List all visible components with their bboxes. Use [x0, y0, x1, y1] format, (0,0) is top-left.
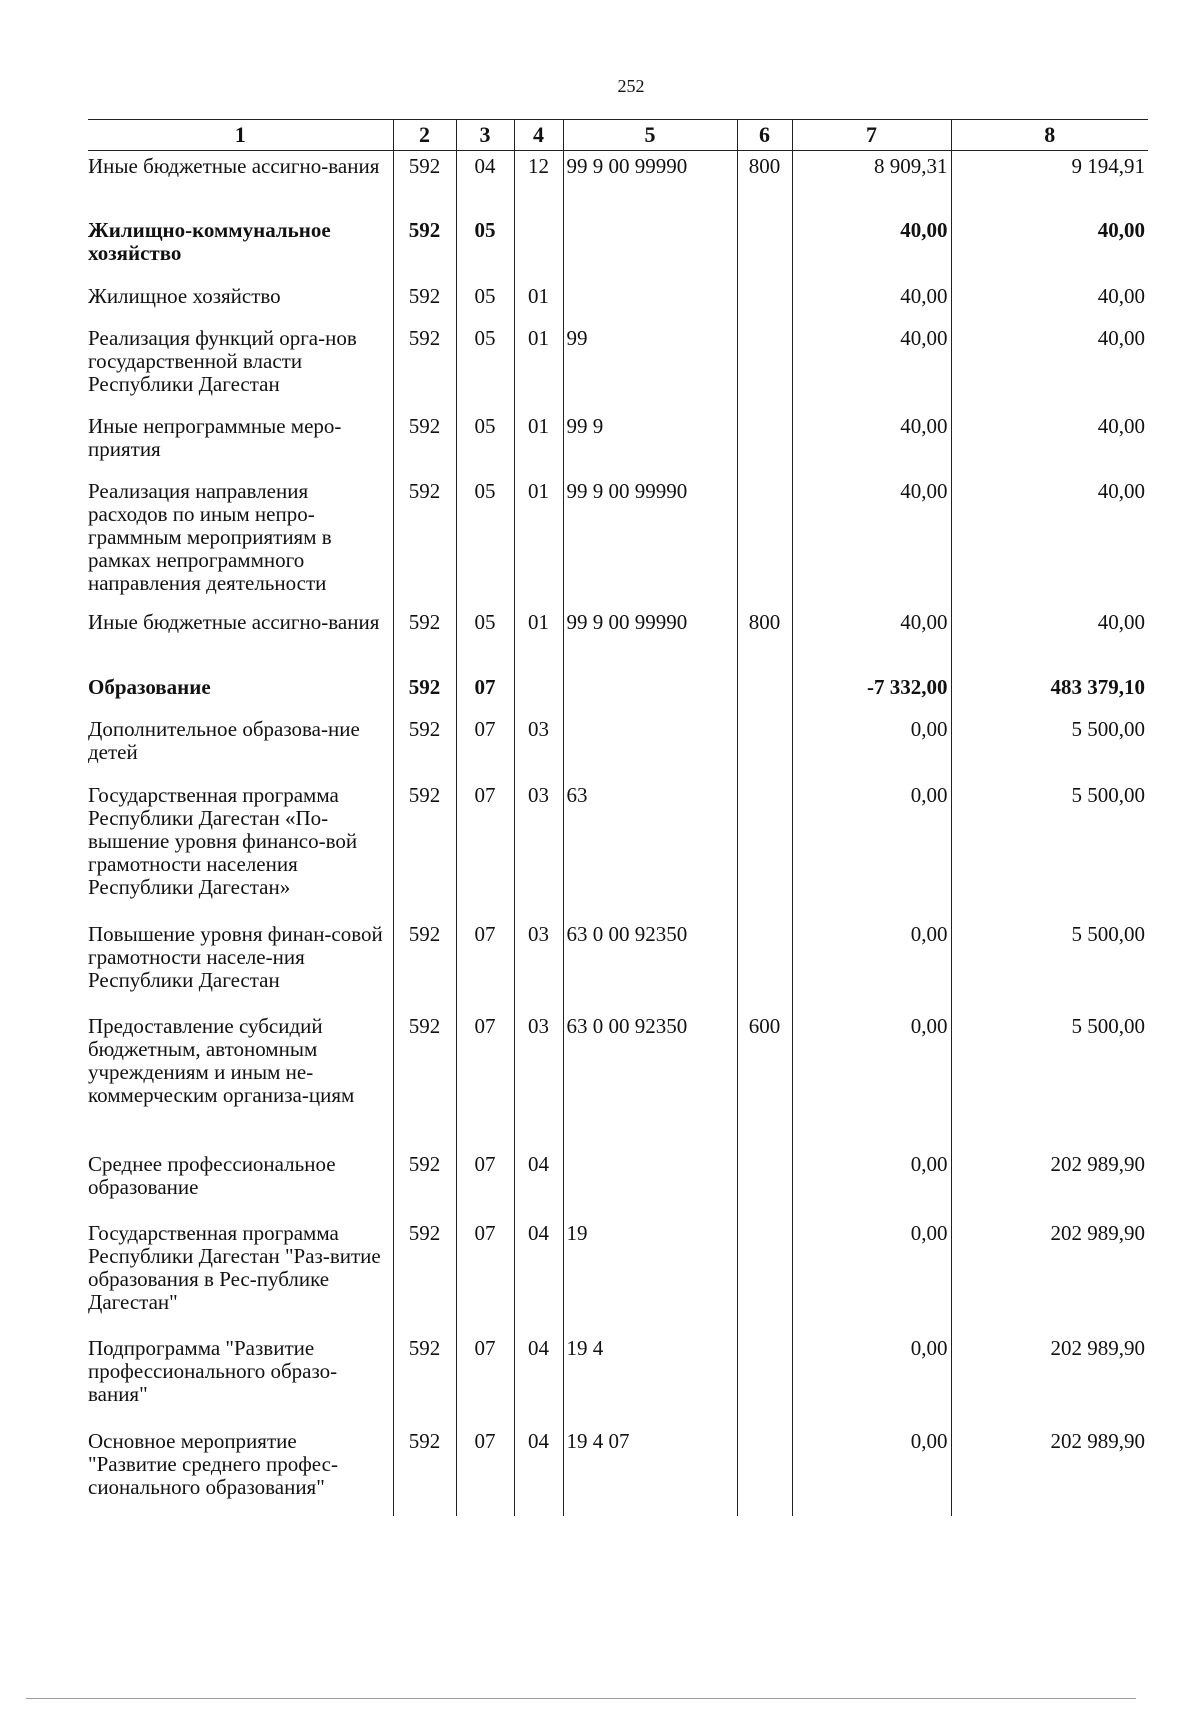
cell-ministry-code: 592 — [393, 1011, 456, 1149]
cell-amount-col8: 202 989,90 — [951, 1333, 1148, 1426]
cell-section-code: 07 — [456, 780, 514, 919]
cell-section-code: 07 — [456, 1218, 514, 1333]
cell-subsection-code: 01 — [514, 607, 563, 672]
row-name — [88, 151, 393, 216]
cell-amount-col7: 40,00 — [792, 607, 951, 672]
cell-target-article — [563, 714, 737, 780]
cell-target-article: 19 4 07 — [563, 1426, 737, 1516]
table-row — [88, 780, 1148, 919]
cell-expense-type — [737, 919, 792, 1011]
table-row — [88, 476, 1148, 607]
cell-amount-col7: 8 909,31 — [792, 151, 951, 216]
column-header: 3 — [456, 120, 514, 151]
table-row — [88, 281, 1148, 323]
cell-subsection-code: 01 — [514, 281, 563, 323]
cell-target-article: 99 9 00 99990 — [563, 151, 737, 216]
cell-amount-col7: 0,00 — [792, 1011, 951, 1149]
budget-table-container — [88, 119, 1148, 1516]
cell-expense-type: 600 — [737, 1011, 792, 1149]
row-name — [88, 1149, 393, 1218]
row-name-text: Жилищно-коммунальное хозяйство — [88, 218, 331, 265]
row-name-text: Иные непрограммные меро-приятия — [88, 414, 342, 461]
row-name — [88, 607, 393, 672]
row-name — [88, 1011, 393, 1149]
cell-amount-col8: 202 989,90 — [951, 1149, 1148, 1218]
cell-section-code: 05 — [456, 476, 514, 607]
budget-table — [88, 119, 1148, 1516]
table-row — [88, 215, 1148, 281]
cell-amount-col7: 0,00 — [792, 1218, 951, 1333]
cell-subsection-code: 03 — [514, 1011, 563, 1149]
row-name-text: Иные бюджетные ассигно-вания — [88, 610, 380, 634]
cell-section-code: 05 — [456, 411, 514, 476]
cell-expense-type — [737, 1426, 792, 1516]
row-name-text: Реализация направления расходов по иным непро-граммным мероприятиям в рамках непрограммного направления деятельности — [88, 479, 332, 595]
cell-expense-type: 800 — [737, 607, 792, 672]
row-name-text: Реализация функций орга-нов государственной власти Республики Дагестан — [88, 326, 357, 396]
column-header: 1 — [88, 120, 393, 151]
cell-expense-type — [737, 672, 792, 714]
table-row — [88, 1218, 1148, 1333]
cell-amount-col8: 40,00 — [951, 323, 1148, 411]
cell-section-code: 05 — [456, 323, 514, 411]
column-header: 2 — [393, 120, 456, 151]
row-name — [88, 1426, 393, 1516]
cell-amount-col8: 5 500,00 — [951, 780, 1148, 919]
cell-target-article — [563, 281, 737, 323]
cell-target-article: 99 — [563, 323, 737, 411]
cell-amount-col7: 40,00 — [792, 281, 951, 323]
cell-amount-col8: 40,00 — [951, 607, 1148, 672]
cell-ministry-code: 592 — [393, 1333, 456, 1426]
cell-expense-type — [737, 714, 792, 780]
cell-target-article: 99 9 00 99990 — [563, 607, 737, 672]
table-body — [88, 151, 1148, 1517]
cell-ministry-code: 592 — [393, 607, 456, 672]
cell-section-code: 07 — [456, 1149, 514, 1218]
cell-expense-type — [737, 476, 792, 607]
cell-target-article: 19 4 — [563, 1333, 737, 1426]
cell-amount-col7: 40,00 — [792, 411, 951, 476]
cell-amount-col8: 5 500,00 — [951, 1011, 1148, 1149]
cell-expense-type — [737, 1333, 792, 1426]
cell-section-code: 05 — [456, 215, 514, 281]
cell-amount-col8: 483 379,10 — [951, 672, 1148, 714]
cell-target-article — [563, 672, 737, 714]
cell-ministry-code: 592 — [393, 1426, 456, 1516]
cell-amount-col7: 40,00 — [792, 215, 951, 281]
cell-section-code: 04 — [456, 151, 514, 216]
row-name-text: Государственная программа Республики Дагестан «По-вышение уровня финансо-вой грамотности населения Республики Дагестан» — [88, 783, 358, 899]
page-number: 252 — [617, 76, 645, 96]
cell-target-article: 63 0 00 92350 — [563, 919, 737, 1011]
cell-section-code: 07 — [456, 672, 514, 714]
cell-target-article — [563, 215, 737, 281]
row-name — [88, 411, 393, 476]
cell-expense-type — [737, 1218, 792, 1333]
cell-amount-col8: 5 500,00 — [951, 919, 1148, 1011]
row-name — [88, 476, 393, 607]
row-name-text: Предоставление субсидий бюджетным, автономным учреждениям и иным не-коммерческим организа-циям — [88, 1014, 355, 1107]
row-name-text: Основное мероприятие "Развитие среднего профес-сионального образования" — [88, 1429, 338, 1499]
cell-amount-col7: 0,00 — [792, 714, 951, 780]
row-name-text: Государственная программа Республики Дагестан "Раз-витие образования в Рес-публике Дагестан" — [88, 1221, 381, 1314]
cell-target-article: 63 0 00 92350 — [563, 1011, 737, 1149]
cell-section-code: 07 — [456, 919, 514, 1011]
table-row — [88, 151, 1148, 216]
cell-target-article: 19 — [563, 1218, 737, 1333]
row-name-text: Образование — [88, 675, 211, 699]
cell-ministry-code: 592 — [393, 919, 456, 1011]
cell-expense-type — [737, 281, 792, 323]
row-name — [88, 714, 393, 780]
cell-amount-col7: 0,00 — [792, 919, 951, 1011]
cell-ministry-code: 592 — [393, 281, 456, 323]
row-name-text: Иные бюджетные ассигно-вания — [88, 154, 380, 178]
cell-subsection-code — [514, 672, 563, 714]
cell-expense-type — [737, 215, 792, 281]
cell-section-code: 07 — [456, 1333, 514, 1426]
cell-subsection-code: 03 — [514, 780, 563, 919]
row-name — [88, 323, 393, 411]
table-row — [88, 607, 1148, 672]
table-row — [88, 1426, 1148, 1516]
cell-amount-col7: 0,00 — [792, 780, 951, 919]
cell-target-article — [563, 1149, 737, 1218]
row-name-text: Повышение уровня финан-совой грамотности населе-ния Республики Дагестан — [88, 922, 383, 992]
row-name — [88, 919, 393, 1011]
cell-ministry-code: 592 — [393, 151, 456, 216]
cell-amount-col7: 0,00 — [792, 1426, 951, 1516]
row-name — [88, 215, 393, 281]
cell-subsection-code: 03 — [514, 919, 563, 1011]
row-name — [88, 780, 393, 919]
row-name — [88, 1218, 393, 1333]
row-name-text: Жилищное хозяйство — [88, 284, 281, 308]
cell-amount-col7: 0,00 — [792, 1333, 951, 1426]
cell-amount-col7: -7 332,00 — [792, 672, 951, 714]
cell-section-code: 05 — [456, 281, 514, 323]
cell-expense-type — [737, 1149, 792, 1218]
cell-amount-col7: 40,00 — [792, 476, 951, 607]
cell-section-code: 07 — [456, 1426, 514, 1516]
table-row — [88, 1011, 1148, 1149]
cell-amount-col8: 5 500,00 — [951, 714, 1148, 780]
cell-amount-col7: 40,00 — [792, 323, 951, 411]
cell-subsection-code: 04 — [514, 1333, 563, 1426]
cell-amount-col8: 40,00 — [951, 281, 1148, 323]
column-header: 8 — [951, 120, 1148, 151]
cell-target-article: 99 9 00 99990 — [563, 476, 737, 607]
table-row — [88, 714, 1148, 780]
cell-subsection-code — [514, 215, 563, 281]
cell-ministry-code: 592 — [393, 323, 456, 411]
column-header: 5 — [563, 120, 737, 151]
cell-subsection-code: 03 — [514, 714, 563, 780]
header-row — [88, 120, 1148, 151]
cell-section-code: 05 — [456, 607, 514, 672]
row-name-text: Подпрограмма "Развитие профессионального образо-вания" — [88, 1336, 338, 1406]
table-row — [88, 411, 1148, 476]
row-name — [88, 281, 393, 323]
cell-subsection-code: 01 — [514, 323, 563, 411]
cell-target-article: 63 — [563, 780, 737, 919]
page-bottom-edge — [26, 1698, 1136, 1699]
column-header: 4 — [514, 120, 563, 151]
column-header: 7 — [792, 120, 951, 151]
cell-ministry-code: 592 — [393, 476, 456, 607]
cell-target-article: 99 9 — [563, 411, 737, 476]
cell-amount-col8: 202 989,90 — [951, 1426, 1148, 1516]
table-row — [88, 1333, 1148, 1426]
row-name — [88, 672, 393, 714]
table-row — [88, 672, 1148, 714]
row-name-text: Среднее профессиональное образование — [88, 1152, 336, 1199]
cell-subsection-code: 12 — [514, 151, 563, 216]
cell-ministry-code: 592 — [393, 411, 456, 476]
cell-ministry-code: 592 — [393, 672, 456, 714]
cell-amount-col8: 40,00 — [951, 215, 1148, 281]
row-name-text: Дополнительное образова-ние детей — [88, 717, 360, 764]
cell-ministry-code: 592 — [393, 1218, 456, 1333]
cell-ministry-code: 592 — [393, 215, 456, 281]
cell-subsection-code: 01 — [514, 476, 563, 607]
cell-ministry-code: 592 — [393, 780, 456, 919]
cell-expense-type: 800 — [737, 151, 792, 216]
cell-amount-col8: 40,00 — [951, 476, 1148, 607]
cell-section-code: 07 — [456, 1011, 514, 1149]
cell-subsection-code: 01 — [514, 411, 563, 476]
cell-expense-type — [737, 780, 792, 919]
table-row — [88, 919, 1148, 1011]
row-name — [88, 1333, 393, 1426]
cell-subsection-code: 04 — [514, 1149, 563, 1218]
cell-amount-col8: 40,00 — [951, 411, 1148, 476]
cell-amount-col7: 0,00 — [792, 1149, 951, 1218]
cell-expense-type — [737, 323, 792, 411]
cell-section-code: 07 — [456, 714, 514, 780]
cell-expense-type — [737, 411, 792, 476]
cell-amount-col8: 202 989,90 — [951, 1218, 1148, 1333]
cell-amount-col8: 9 194,91 — [951, 151, 1148, 216]
cell-ministry-code: 592 — [393, 714, 456, 780]
cell-subsection-code: 04 — [514, 1218, 563, 1333]
table-row — [88, 323, 1148, 411]
cell-subsection-code: 04 — [514, 1426, 563, 1516]
column-header: 6 — [737, 120, 792, 151]
table-row — [88, 1149, 1148, 1218]
cell-ministry-code: 592 — [393, 1149, 456, 1218]
